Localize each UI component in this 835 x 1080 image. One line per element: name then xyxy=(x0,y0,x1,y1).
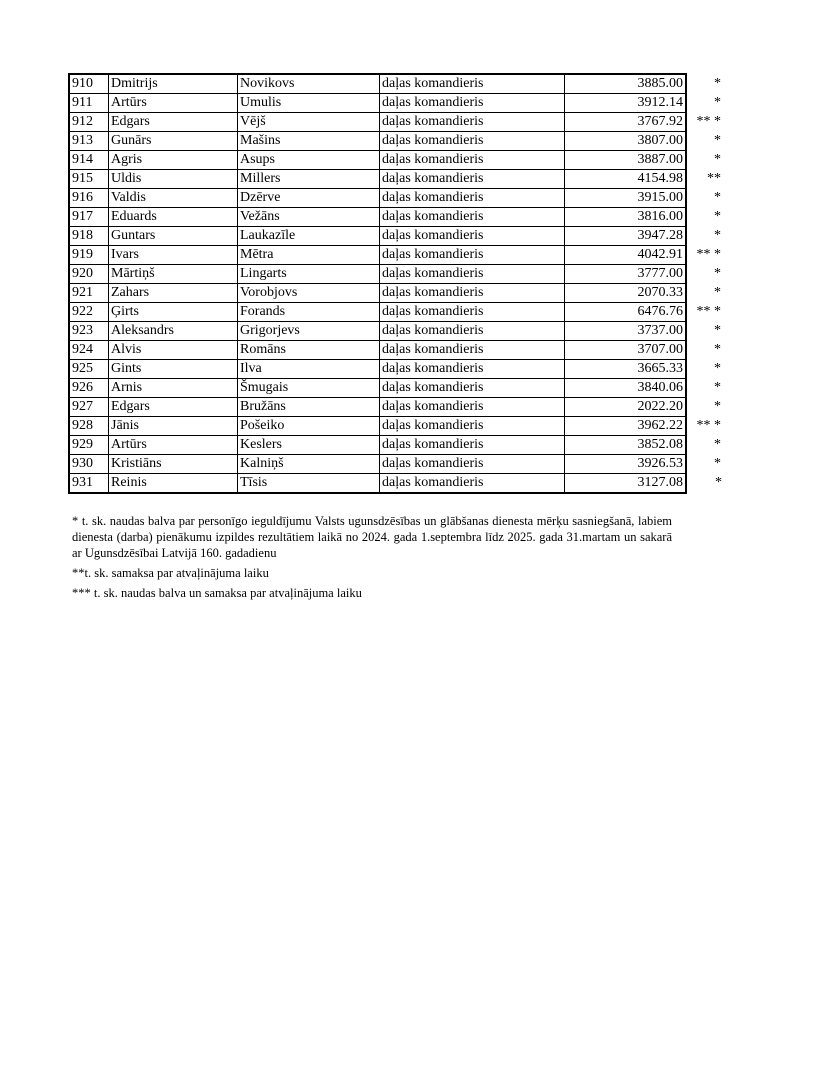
first-name-cell: Arnis xyxy=(109,379,238,398)
table-row xyxy=(69,436,724,455)
position-cell: daļas komandieris xyxy=(380,303,565,322)
table-row xyxy=(69,284,724,303)
table-row xyxy=(69,303,724,322)
footnote-mark-cell: ** * xyxy=(696,304,721,319)
amount-cell: 3926.53 xyxy=(565,455,687,474)
position-cell: daļas komandieris xyxy=(380,455,565,474)
amount-cell: 2022.20 xyxy=(565,398,687,417)
last-name-cell: Novikovs xyxy=(238,74,380,94)
first-name-cell: Aleksandrs xyxy=(109,322,238,341)
first-name-cell: Artūrs xyxy=(109,436,238,455)
footnotes xyxy=(72,513,672,605)
last-name-cell: Dzērve xyxy=(238,189,380,208)
last-name-cell: Tīsis xyxy=(238,474,380,494)
position-cell: daļas komandieris xyxy=(380,322,565,341)
position-cell: daļas komandieris xyxy=(380,151,565,170)
last-name-cell: Umulis xyxy=(238,94,380,113)
first-name-cell: Alvis xyxy=(109,341,238,360)
footnote-mark-cell: * xyxy=(714,323,721,338)
row-number-cell: 921 xyxy=(69,284,109,303)
amount-cell: 3777.00 xyxy=(565,265,687,284)
table-row xyxy=(69,132,724,151)
position-cell: daļas komandieris xyxy=(380,417,565,436)
last-name-cell: Forands xyxy=(238,303,380,322)
position-cell: daļas komandieris xyxy=(380,284,565,303)
footnote-double-asterisk: **t. sk. samaksa par atvaļinājuma laiku xyxy=(72,566,269,580)
position-cell: daļas komandieris xyxy=(380,189,565,208)
footnote-mark-cell: * xyxy=(714,95,721,110)
footnote-mark-cell: * xyxy=(715,475,722,491)
table-row xyxy=(69,208,724,227)
amount-cell: 6476.76 xyxy=(565,303,687,322)
row-number-cell: 923 xyxy=(69,322,109,341)
position-cell: daļas komandieris xyxy=(380,113,565,132)
row-number-cell: 915 xyxy=(69,170,109,189)
row-number-cell: 919 xyxy=(69,246,109,265)
table-row xyxy=(69,379,724,398)
position-cell: daļas komandieris xyxy=(380,398,565,417)
row-number-cell: 910 xyxy=(69,74,109,94)
last-name-cell: Vorobjovs xyxy=(238,284,380,303)
table-row xyxy=(69,170,724,189)
first-name-cell: Mārtiņš xyxy=(109,265,238,284)
position-cell: daļas komandieris xyxy=(380,341,565,360)
first-name-cell: Gints xyxy=(109,360,238,379)
footnote-triple-asterisk: *** t. sk. naudas balva un samaksa par atvaļinājuma laiku xyxy=(72,586,362,600)
position-cell: daļas komandieris xyxy=(380,208,565,227)
amount-cell: 3737.00 xyxy=(565,322,687,341)
row-number-cell: 911 xyxy=(69,94,109,113)
amount-cell: 3767.92 xyxy=(565,113,687,132)
amount-cell: 3665.33 xyxy=(565,360,687,379)
first-name-cell: Edgars xyxy=(109,398,238,417)
last-name-cell: Bružāns xyxy=(238,398,380,417)
first-name-cell: Ģirts xyxy=(109,303,238,322)
row-number-cell: 913 xyxy=(69,132,109,151)
last-name-cell: Ilva xyxy=(238,360,380,379)
position-cell: daļas komandieris xyxy=(380,360,565,379)
footnote-mark-cell: * xyxy=(714,133,721,148)
amount-cell: 3912.14 xyxy=(565,94,687,113)
table-row xyxy=(69,113,724,132)
first-name-cell: Uldis xyxy=(109,170,238,189)
row-number-cell: 930 xyxy=(69,455,109,474)
last-name-cell: Šmugais xyxy=(238,379,380,398)
position-cell: daļas komandieris xyxy=(380,246,565,265)
row-number-cell: 922 xyxy=(69,303,109,322)
position-cell: daļas komandieris xyxy=(380,94,565,113)
footnote-mark-cell: ** xyxy=(707,171,721,186)
first-name-cell: Zahars xyxy=(109,284,238,303)
footnote-mark-cell: * xyxy=(714,456,721,471)
last-name-cell: Vežāns xyxy=(238,208,380,227)
last-name-cell: Vējš xyxy=(238,113,380,132)
footnote-mark-cell: * xyxy=(714,342,721,357)
footnote-mark-cell: * xyxy=(714,380,721,395)
table-row xyxy=(69,151,724,170)
amount-cell: 3947.28 xyxy=(565,227,687,246)
row-number-cell: 918 xyxy=(69,227,109,246)
amount-cell: 3915.00 xyxy=(565,189,687,208)
first-name-cell: Guntars xyxy=(109,227,238,246)
roster-table-container xyxy=(68,73,725,494)
position-cell: daļas komandieris xyxy=(380,170,565,189)
footnote-mark-cell: * xyxy=(714,437,721,452)
roster-table-body xyxy=(69,74,724,493)
amount-cell: 3887.00 xyxy=(565,151,687,170)
last-name-cell: Kalniņš xyxy=(238,455,380,474)
row-number-cell: 917 xyxy=(69,208,109,227)
table-row xyxy=(69,417,724,436)
first-name-cell: Ivars xyxy=(109,246,238,265)
amount-cell: 2070.33 xyxy=(565,284,687,303)
amount-cell: 3852.08 xyxy=(565,436,687,455)
amount-cell: 3807.00 xyxy=(565,132,687,151)
table-row xyxy=(69,398,724,417)
row-number-cell: 929 xyxy=(69,436,109,455)
first-name-cell: Kristiāns xyxy=(109,455,238,474)
footnote-mark-cell: ** * xyxy=(696,114,721,129)
footnote-single-asterisk: * t. sk. naudas balva par personīgo ieguldījumu Valsts ugunsdzēsības un glābšanas dienesta mērķu sasniegšanā, labiem dienesta (darba) pienākumu izpildes rezultātiem laikā no 2024. gada 1.septembra līdz 2025. gada 31.martam un sakarā ar Ugunsdzēsībai Latvijā 160. gadadienu xyxy=(72,514,672,560)
first-name-cell: Jānis xyxy=(109,417,238,436)
table-row xyxy=(69,455,724,474)
amount-cell: 3840.06 xyxy=(565,379,687,398)
footnote-mark-cell: ** * xyxy=(696,247,721,262)
row-number-cell: 926 xyxy=(69,379,109,398)
footnote-mark-cell: * xyxy=(714,361,721,376)
table-row xyxy=(69,94,724,113)
footnote-mark-cell: * xyxy=(714,399,721,414)
table-row xyxy=(69,360,724,379)
last-name-cell: Mētra xyxy=(238,246,380,265)
amount-cell: 3885.00 xyxy=(565,74,687,94)
position-cell: daļas komandieris xyxy=(380,227,565,246)
last-name-cell: Pošeiko xyxy=(238,417,380,436)
table-row xyxy=(69,265,724,284)
row-number-cell: 924 xyxy=(69,341,109,360)
last-name-cell: Asups xyxy=(238,151,380,170)
last-name-cell: Grigorjevs xyxy=(238,322,380,341)
footnote-mark-cell: * xyxy=(714,266,721,281)
row-number-cell: 916 xyxy=(69,189,109,208)
position-cell: daļas komandieris xyxy=(380,74,565,94)
last-name-cell: Mašins xyxy=(238,132,380,151)
footnote-mark-cell: * xyxy=(714,228,721,243)
table-row xyxy=(69,246,724,265)
last-name-cell: Millers xyxy=(238,170,380,189)
row-number-cell: 914 xyxy=(69,151,109,170)
row-number-cell: 931 xyxy=(69,474,109,494)
table-row xyxy=(69,189,724,208)
first-name-cell: Artūrs xyxy=(109,94,238,113)
first-name-cell: Gunārs xyxy=(109,132,238,151)
first-name-cell: Reinis xyxy=(109,474,238,494)
position-cell: daļas komandieris xyxy=(380,379,565,398)
last-name-cell: Keslers xyxy=(238,436,380,455)
table-row xyxy=(69,341,724,360)
last-name-cell: Laukazīle xyxy=(238,227,380,246)
position-cell: daļas komandieris xyxy=(380,132,565,151)
last-name-cell: Lingarts xyxy=(238,265,380,284)
footnote-mark-cell: ** * xyxy=(696,418,721,433)
row-number-cell: 920 xyxy=(69,265,109,284)
amount-cell: 3962.22 xyxy=(565,417,687,436)
position-cell: daļas komandieris xyxy=(380,265,565,284)
amount-cell: 3127.08 xyxy=(565,474,687,494)
first-name-cell: Edgars xyxy=(109,113,238,132)
footnote-mark-cell: * xyxy=(714,75,721,91)
amount-cell: 4154.98 xyxy=(565,170,687,189)
amount-cell: 3816.00 xyxy=(565,208,687,227)
last-name-cell: Romāns xyxy=(238,341,380,360)
table-row xyxy=(69,322,724,341)
first-name-cell: Eduards xyxy=(109,208,238,227)
table-row xyxy=(69,227,724,246)
first-name-cell: Valdis xyxy=(109,189,238,208)
position-cell: daļas komandieris xyxy=(380,436,565,455)
amount-cell: 3707.00 xyxy=(565,341,687,360)
table-row xyxy=(69,474,724,494)
first-name-cell: Dmitrijs xyxy=(109,74,238,94)
position-cell: daļas komandieris xyxy=(380,474,565,494)
first-name-cell: Agris xyxy=(109,151,238,170)
row-number-cell: 912 xyxy=(69,113,109,132)
footnote-mark-cell: * xyxy=(714,285,721,300)
footnote-mark-cell: * xyxy=(714,209,721,224)
row-number-cell: 927 xyxy=(69,398,109,417)
table-row xyxy=(69,74,724,94)
footnote-mark-cell: * xyxy=(714,152,721,167)
footnote-mark-cell: * xyxy=(714,190,721,205)
row-number-cell: 925 xyxy=(69,360,109,379)
amount-cell: 4042.91 xyxy=(565,246,687,265)
roster-table xyxy=(68,73,725,494)
row-number-cell: 928 xyxy=(69,417,109,436)
